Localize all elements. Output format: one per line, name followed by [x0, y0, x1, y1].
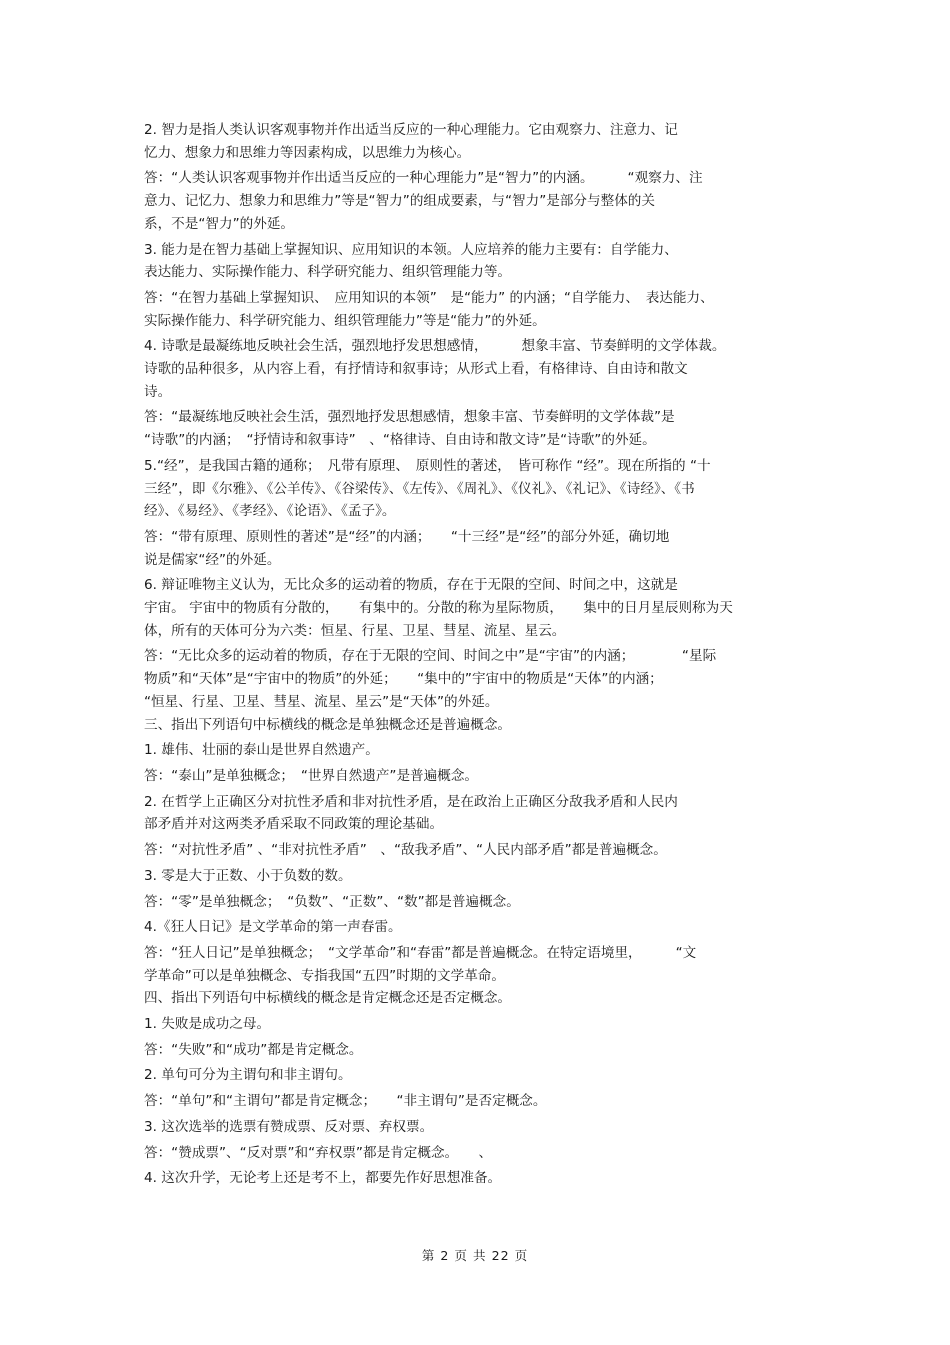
- text-line: 1. 失败是成功之母。: [144, 1016, 271, 1033]
- text-line: 答：“失败”和“成功”都是肯定概念。: [144, 1041, 363, 1058]
- text-line: 诗歌的品种很多，从内容上看，有抒情诗和叙事诗；从形式上看，有格律诗、自由诗和散文: [144, 361, 688, 378]
- text-line: 实际操作能力、科学研究能力、组织管理能力”等是“能力”的外延。: [144, 312, 546, 329]
- text-line: 1. 雄伟、壮丽的泰山是世界自然遗产。: [144, 742, 379, 759]
- text-line: 三经”，即《尔雅》、《公羊传》、《谷梁传》、《左传》、《周礼》、《仪礼》、《礼记》、《诗经》、《书: [144, 480, 695, 497]
- text-line: 5.“经”，是我国古籍的通称； 凡带有原理、 原则性的著述， 皆可称作 “经”。现在所指的 “十: [144, 457, 711, 474]
- text-line: 答：“人类认识客观事物并作出适当反应的一种心理能力”是“智力”的内涵。 “观察力、注: [144, 170, 703, 187]
- text-line: “恒星、行星、卫星、彗星、流星、星云”是“天体”的外延。: [144, 693, 499, 710]
- text-line: 答：“无比众多的运动着的物质，存在于无限的空间、时间之中”是“宇宙”的内涵； “星际: [144, 648, 717, 665]
- text-line: 4. 这次升学，无论考上还是考不上，都要先作好思想准备。: [144, 1170, 502, 1187]
- text-line: 6. 辩证唯物主义认为，无比众多的运动着的物质，存在于无限的空间、时间之中，这就是: [144, 577, 678, 594]
- text-line: 3. 这次选举的选票有赞成票、反对票、弃权票。: [144, 1118, 434, 1135]
- text-line: 3. 能力是在智力基础上掌握知识、应用知识的本领。人应培养的能力主要有：自学能力、: [144, 241, 678, 258]
- page-footer: 第 2 页 共 22 页: [421, 1248, 529, 1263]
- text-line: 答：“在智力基础上掌握知识、 应用知识的本领” 是“能力” 的内涵；“自学能力、 表达能力、: [144, 289, 714, 306]
- text-line: 3. 零是大于正数、小于负数的数。: [144, 867, 352, 884]
- text-line: 经》、《易经》、《孝经》、《论语》、《孟子》。: [144, 503, 396, 520]
- text-line: 2. 单句可分为主谓句和非主谓句。: [144, 1067, 352, 1084]
- text-line: 答：“零”是单独概念； “负数”、“正数”、“数”都是普遍概念。: [144, 893, 520, 910]
- text-line: 2. 在哲学上正确区分对抗性矛盾和非对抗性矛盾，是在政治上正确区分敌我矛盾和人民内: [144, 793, 678, 810]
- text-line: 三、指出下列语句中标横线的概念是单独概念还是普遍概念。: [144, 716, 512, 733]
- text-line: 系，不是“智力”的外延。: [144, 215, 295, 232]
- text-line: 四、指出下列语句中标横线的概念是肯定概念还是否定概念。: [144, 990, 512, 1007]
- text-line: 答：“最凝练地反映社会生活，强烈地抒发思想感情，想象丰富、节奏鲜明的文学体裁”是: [144, 409, 675, 426]
- text-line: 4. 诗歌是最凝练地反映社会生活，强烈地抒发思想感情， 想象丰富、节奏鲜明的文学体裁。: [144, 338, 726, 355]
- text-line: 意力、记忆力、想象力和思维力”等是“智力”的组成要素，与“智力”是部分与整体的关: [144, 193, 655, 210]
- text-line: 学革命”可以是单独概念、专指我国“五四”时期的文学革命。: [144, 967, 505, 984]
- text-line: 2. 智力是指人类认识客观事物并作出适当反应的一种心理能力。它由观察力、注意力、记: [144, 122, 678, 138]
- text-line: 诗。: [144, 383, 172, 400]
- text-line: 答：“对抗性矛盾” 、“非对抗性矛盾” 、“敌我矛盾”、“人民内部矛盾”都是普遍概念。: [144, 842, 667, 859]
- text-line: 4.《狂人日记》是文学革命的第一声春雷。: [144, 919, 402, 936]
- text-line: 答：“泰山”是单独概念； “世界自然遗产”是普遍概念。: [144, 767, 479, 784]
- text-line: 表达能力、实际操作能力、科学研究能力、组织管理能力等。: [144, 264, 512, 281]
- document-body: [144, 119, 812, 1190]
- text-line: 部矛盾并对这两类矛盾采取不同政策的理论基础。: [144, 816, 444, 833]
- text-line: 物质”和“天体”是“宇宙中的物质”的外延； “集中的”宇宙中的物质是“天体”的内涵；: [144, 671, 663, 688]
- text-line: 答：“狂人日记”是单独概念； “文学革命”和“春雷”都是普遍概念。在特定语境里， “文: [144, 944, 697, 961]
- text-line: 体，所有的天体可分为六类：恒星、行星、卫星、彗星、流星、星云。: [144, 622, 566, 639]
- text-line: 忆力、想象力和思维力等因素构成，以思维力为核心。: [144, 144, 471, 161]
- text-line: 宇宙。 宇宙中的物质有分散的， 有集中的。分散的称为星际物质， 集中的日月星辰则称为天: [144, 600, 733, 617]
- text-line: 答：“带有原理、原则性的著述”是“经”的内涵； “十三经”是“经”的部分外延，确切地: [144, 528, 670, 545]
- text-line: 答：“赞成票”、“反对票”和“弃权票”都是肯定概念。 、: [144, 1144, 493, 1161]
- text-line: 答：“单句”和“主谓句”都是肯定概念； “非主谓句”是否定概念。: [144, 1093, 547, 1110]
- text-line: 说是儒家“经”的外延。: [144, 551, 281, 568]
- text-line: “诗歌”的内涵； “抒情诗和叙事诗” 、“格律诗、自由诗和散文诗”是“诗歌”的外延。: [144, 432, 656, 449]
